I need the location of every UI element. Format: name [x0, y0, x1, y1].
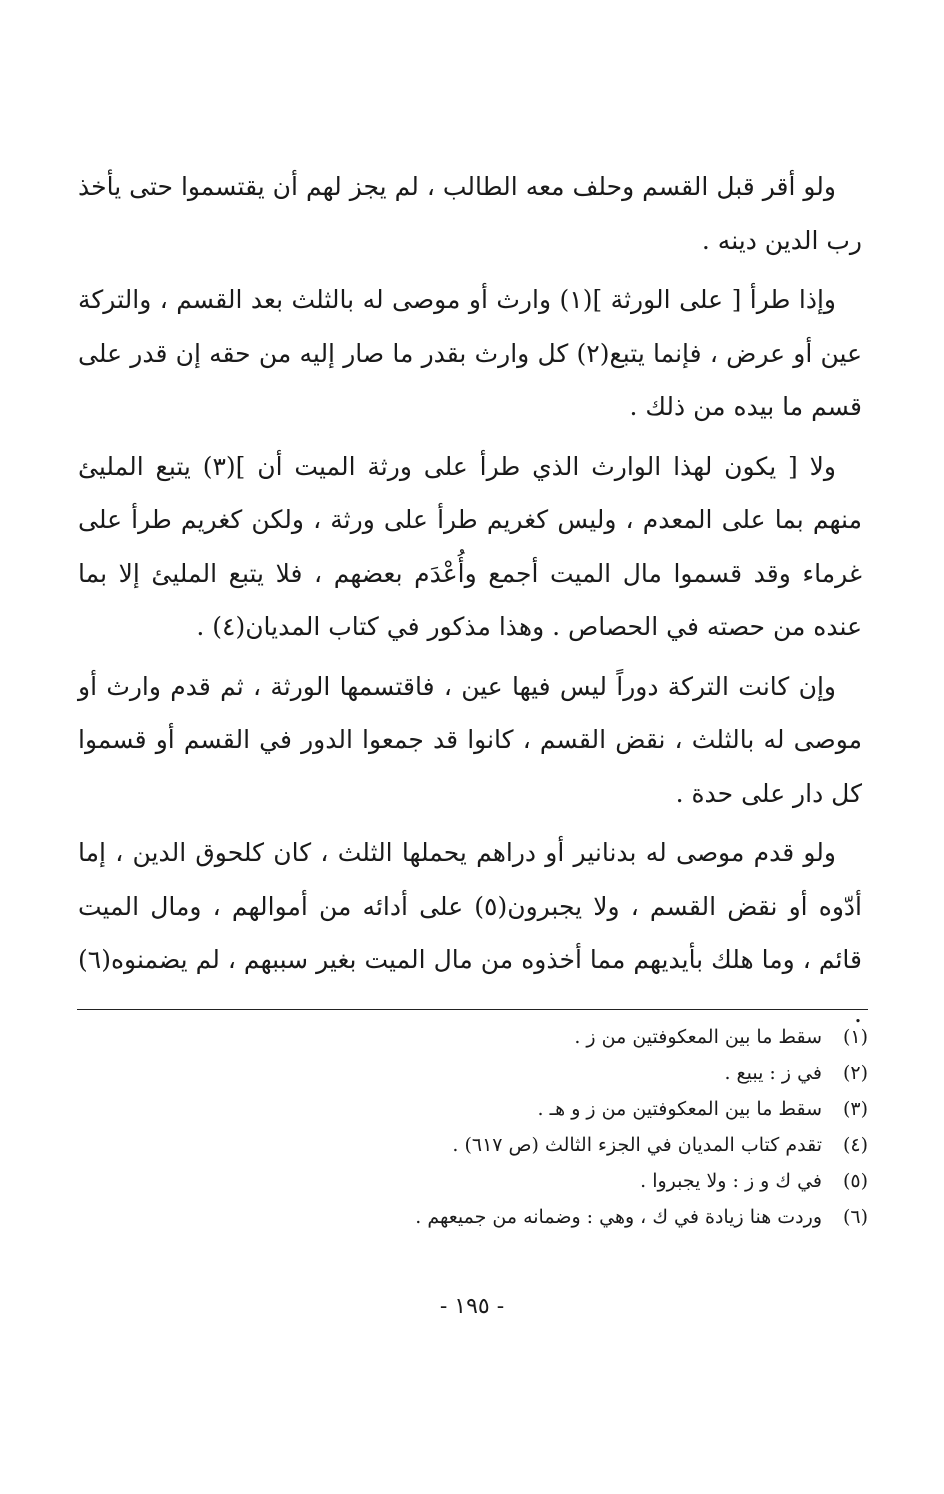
- paragraph-5: ولو قدم موصى له بدنانير أو دراهم يحملها الثلث ، كان كلحوق الدين ، إما أدّوه أو نقض القسم ، ولا يجبرون(٥) على أدائه من أموالهم ، ومال الميت قائم ، وما هلك بأيديهم مما أخذوه من مال الميت بغير سببهم ، لم يضمنوه(٦) .: [78, 838, 862, 1028]
- footnote-number: (٥): [842, 1170, 868, 1192]
- footnote-number: (٣): [842, 1098, 868, 1120]
- paragraph-2: وإذا طرأ [ على الورثة ](١) وارث أو موصى له بالثلث بعد القسم ، والتركة عين أو عرض ، فإنما يتبع(٢) كل وارث بقدر ما صار إليه من حقه إن قدر على قسم ما بيده من ذلك .: [78, 285, 862, 421]
- footnote-number: (٤): [842, 1134, 868, 1156]
- footnotes-list: [77, 1024, 868, 1240]
- footnote-separator: [77, 1009, 868, 1010]
- footnote-1: [77, 1024, 868, 1060]
- paragraph-3: ولا [ يكون لهذا الوارث الذي طرأ على ورثة الميت أن ](٣) يتبع المليئ منهم بما على المعدم ، وليس كغريم طرأ على ورثة ، ولكن كغريم طرأ على غرماء وقد قسموا مال الميت أجمع وأُعْدَم بعضهم ، فلا يتبع المليئ إلا بما عنده من حصته في الحصاص . وهذا مذكور في كتاب المديان(٤) .: [78, 451, 862, 641]
- footnote-number: (١): [842, 1026, 868, 1048]
- footnote-text: في ك و ز : ولا يجبروا .: [640, 1170, 822, 1192]
- footnote-5: [77, 1168, 868, 1204]
- paragraph-4: وإن كانت التركة دوراً ليس فيها عين ، فاقتسمها الورثة ، ثم قدم وارث أو موصى له بالثلث ، نقض القسم ، كانوا قد جمعوا الدور في القسم أو قسموا كل دار على حدة .: [78, 671, 862, 808]
- footnote-text: وردت هنا زيادة في ك ، وهي : وضمانه من جميعهم .: [415, 1206, 822, 1228]
- footnote-2: [77, 1060, 868, 1096]
- footnote-text: في ز : يبيع .: [724, 1062, 822, 1084]
- footnote-text: تقدم كتاب المديان في الجزء الثالث (ص ٦١٧) .: [452, 1134, 822, 1156]
- footnote-6: [77, 1204, 868, 1240]
- page-number: - ١٩٥ -: [439, 1294, 505, 1319]
- footnote-text: سقط ما بين المعكوفتين من ز .: [574, 1026, 822, 1048]
- paragraph-1: ولو أقر قبل القسم وحلف معه الطالب ، لم يجز لهم أن يقتسموا حتى يأخذ رب الدين دينه .: [78, 172, 862, 255]
- footnote-4: [77, 1132, 868, 1168]
- main-text: [78, 160, 862, 1046]
- footnote-number: (٦): [842, 1206, 868, 1228]
- footnote-3: [77, 1096, 868, 1132]
- footnote-number: (٢): [842, 1062, 868, 1084]
- footnote-text: سقط ما بين المعكوفتين من ز و هـ .: [537, 1098, 822, 1120]
